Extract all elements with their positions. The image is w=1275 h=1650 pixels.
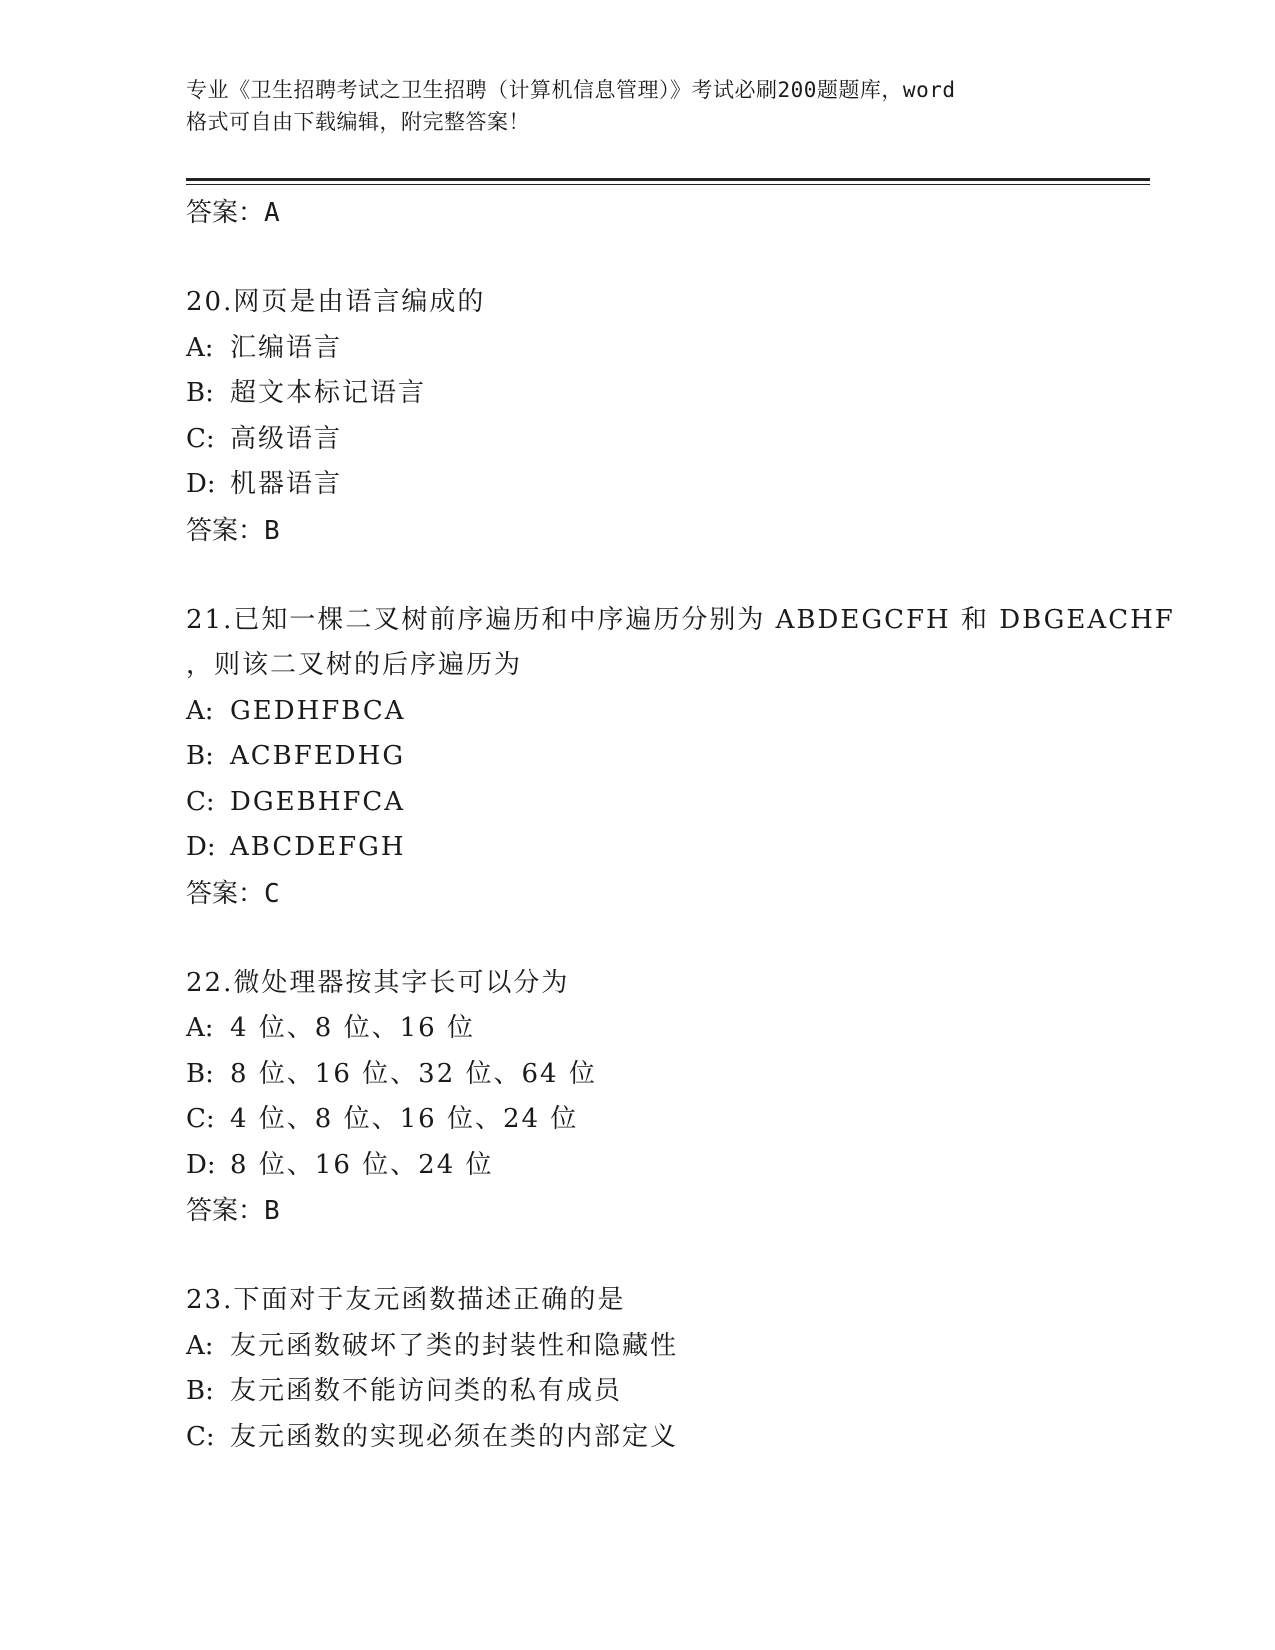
option-c — [186, 417, 1086, 463]
option-c — [186, 780, 1086, 826]
answer: 答案：B — [186, 515, 280, 546]
option-key: C: — [186, 423, 215, 454]
document-body — [186, 190, 1175, 1460]
option-key: B: — [186, 378, 214, 408]
option-key: A: — [186, 1330, 214, 1361]
option-text: 汇编语言 — [230, 332, 343, 363]
option-key: C: — [186, 786, 215, 817]
option-b — [186, 371, 1086, 417]
option-text: GEDHFBCA — [230, 695, 406, 726]
option-c — [186, 1097, 1086, 1143]
option-b — [186, 1369, 1086, 1415]
option-key: C: — [186, 1104, 215, 1134]
option-text: 4 位、8 位、16 位、24 位 — [230, 1104, 579, 1134]
option-text: 友元函数破坏了类的封装性和隐藏性 — [230, 1330, 679, 1361]
option-b — [186, 1052, 1086, 1098]
option-text: 机器语言 — [230, 469, 343, 499]
option-key: C: — [186, 1421, 215, 1452]
option-text: 8 位、16 位、32 位、64 位 — [230, 1058, 597, 1089]
option-text: 友元函数的实现必须在类的内部定义 — [230, 1421, 679, 1452]
question-22 — [186, 961, 1086, 1235]
header-divider-thin — [186, 184, 1150, 185]
header-title-line-1: 专业《卫生招聘考试之卫生招聘（计算机信息管理）》考试必刷200题题库，word — [186, 78, 956, 102]
option-a — [186, 1324, 1086, 1370]
option-key: A: — [186, 332, 214, 363]
question-stem-continuation: ，则该二叉树的后序遍历为 — [186, 650, 523, 680]
option-text: ABCDEFGH — [230, 832, 406, 862]
option-a — [186, 326, 1086, 372]
option-a — [186, 689, 1086, 735]
option-d — [186, 1143, 1086, 1189]
option-a — [186, 1006, 1086, 1052]
option-key: B: — [186, 1058, 214, 1089]
option-key: A: — [186, 695, 214, 726]
option-key: B: — [186, 1376, 214, 1406]
option-c — [186, 1415, 1086, 1461]
option-key: B: — [186, 741, 214, 771]
option-text: 高级语言 — [230, 423, 343, 454]
question-stem: 23.下面对于友元函数描述正确的是 — [186, 1285, 626, 1315]
option-text: 8 位、16 位、24 位 — [230, 1149, 494, 1180]
option-key: D: — [186, 1149, 216, 1180]
option-text: 4 位、8 位、16 位 — [230, 1013, 475, 1043]
option-b — [186, 734, 1086, 780]
option-key: D: — [186, 832, 216, 862]
question-stem: 21.已知一棵二叉树前序遍历和中序遍历分别为 ABDEGCFH 和 DBGEACHF — [186, 604, 1175, 635]
question-23 — [186, 1278, 1086, 1460]
option-text: DGEBHFCA — [230, 786, 406, 817]
option-text: 超文本标记语言 — [230, 378, 427, 408]
option-key: D: — [186, 469, 216, 499]
previous-answer: 答案：A — [186, 198, 280, 228]
document-header — [186, 74, 1086, 138]
question-21 — [186, 598, 1175, 917]
option-d — [186, 462, 1086, 508]
header-title-line-2: 格式可自由下载编辑，附完整答案！ — [186, 110, 530, 134]
option-d — [186, 825, 1086, 871]
answer: 答案：C — [186, 878, 280, 909]
question-20 — [186, 280, 1086, 554]
header-divider-thick — [186, 178, 1150, 181]
option-text: ACBFEDHG — [230, 741, 406, 771]
option-key: A: — [186, 1013, 214, 1043]
question-stem: 20.网页是由语言编成的 — [186, 287, 486, 317]
option-text: 友元函数不能访问类的私有成员 — [230, 1376, 623, 1406]
question-stem: 22.微处理器按其字长可以分为 — [186, 967, 570, 998]
answer: 答案：B — [186, 1196, 280, 1226]
